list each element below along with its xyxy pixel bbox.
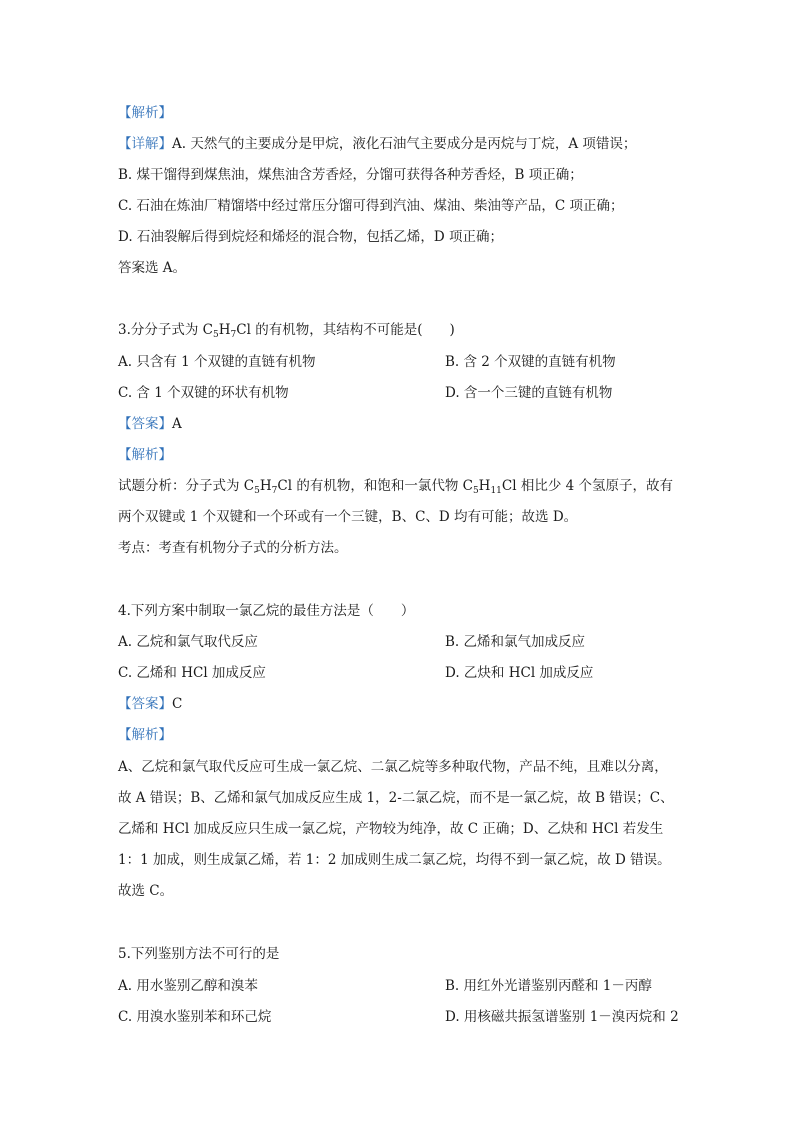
q3-exp-s2: 7 (271, 486, 278, 496)
q3-answer-tag: 【答案】 (118, 416, 172, 432)
q4-option-c: C. 乙烯和 HCl 加成反应 (118, 665, 266, 681)
q3-exp-s3: 5 (472, 486, 479, 496)
jiexi-tag-1: 【解析】 (118, 105, 172, 121)
xiangjie-tag: 【详解】 (118, 136, 172, 152)
q3-exp-s4: 11 (490, 486, 502, 496)
q3-stem (118, 320, 455, 340)
answer-line-1: 答案选 A。 (118, 260, 187, 276)
q3-option-b: B. 含 2 个双键的直链有机物 (445, 354, 616, 370)
q5-option-c: C. 用溴水鉴别苯和环己烷 (118, 1009, 272, 1025)
q3-answer (118, 414, 182, 434)
q5-option-b: B. 用红外光谱鉴别丙醛和 1－丙醇 (445, 978, 652, 994)
q3-jiexi-tag: 【解析】 (118, 447, 172, 463)
q4-option-b: B. 乙烯和氯气加成反应 (445, 634, 586, 650)
detail-line-c: C. 石油在炼油厂精馏塔中经过常压分馏可得到汽油、煤油、柴油等产品，C 项正确； (118, 198, 624, 214)
q3-exp-b: H (259, 478, 272, 494)
q3-stem-post: Cl 的有机物，其结构不可能是( ) (236, 322, 455, 338)
q3-stem-sub1: 5 (213, 330, 219, 340)
detail-line-a-text: A. 天然气的主要成分是甲烷，液化石油气主要成分是丙烷与丁烷，A 项错误； (172, 136, 637, 152)
q4-answer-tag: 【答案】 (118, 696, 172, 712)
detail-line-b: B. 煤干馏得到煤焦油，煤焦油含芳香烃，分馏可获得各种芳香烃，B 项正确； (118, 167, 583, 183)
q4-answer (118, 694, 182, 714)
q4-option-a: A. 乙烷和氯气取代反应 (118, 634, 258, 650)
q3-exp-a: 试题分析：分子式为 C (118, 478, 255, 494)
q3-stem-mid: H (218, 322, 231, 338)
q5-option-d: D. 用核磁共振氢谱鉴别 1－溴丙烷和 2 (445, 1009, 679, 1025)
q5-option-a: A. 用水鉴别乙醇和溴苯 (118, 978, 258, 994)
q3-stem-sub2: 7 (230, 330, 237, 340)
q3-stem-pre: 3.分分子式为 C (118, 322, 214, 338)
q4-answer-value: C (172, 696, 183, 712)
q3-option-a: A. 只含有 1 个双键的直链有机物 (118, 354, 316, 370)
q4-explanation-line-1: A、乙烷和氯气取代反应可生成一氯乙烷、二氯乙烷等多种取代物，产品不纯，且难以分离， (118, 759, 668, 775)
q4-jiexi-tag: 【解析】 (118, 727, 172, 743)
q3-exp-e: Cl 相比少 4 个氢原子，故有 (501, 478, 674, 494)
q4-option-d: D. 乙炔和 HCl 加成反应 (445, 665, 594, 681)
q4-explanation-line-5: 故选 C。 (118, 883, 174, 899)
q3-kaodian: 考点：考查有机物分子式的分析方法。 (118, 540, 348, 556)
q3-exp-c: Cl 的有机物，和饱和一氯代物 C (277, 478, 473, 494)
q3-exp-s1: 5 (254, 486, 260, 496)
q4-stem: 4.下列方案中制取一氯乙烷的最佳方法是（ ） (118, 603, 415, 619)
q3-explanation-line-1 (118, 476, 673, 496)
q3-explanation-line-2: 两个双键或 1 个双键和一个环或有一个三键，B、C、D 均有可能；故选 D。 (118, 509, 578, 525)
q4-explanation-line-2: 故 A 错误；B、乙烯和氯气加成反应生成 1，2-二氯乙烷，而不是一氯乙烷，故 B 错误；C、 (118, 790, 674, 806)
detail-line-a (118, 134, 636, 154)
detail-line-d: D. 石油裂解后得到烷烃和烯烃的混合物，包括乙烯，D 项正确； (118, 229, 504, 245)
q3-option-c: C. 含 1 个双键的环状有机物 (118, 385, 289, 401)
q3-exp-d: H (478, 478, 491, 494)
q4-explanation-line-3: 乙烯和 HCl 加成反应只生成一氯乙烷，产物较为纯净，故 C 正确；D、乙炔和 HCl 若发生 (118, 821, 664, 837)
q5-stem: 5.下列鉴别方法不可行的是 (118, 946, 280, 962)
q4-explanation-line-4: 1：1 加成，则生成氯乙烯，若 1：2 加成则生成二氯乙烷，均得不到一氯乙烷，故 D 错误。 (118, 852, 671, 868)
q3-option-d: D. 含一个三键的直链有机物 (445, 385, 613, 401)
q3-answer-value: A (172, 416, 182, 432)
